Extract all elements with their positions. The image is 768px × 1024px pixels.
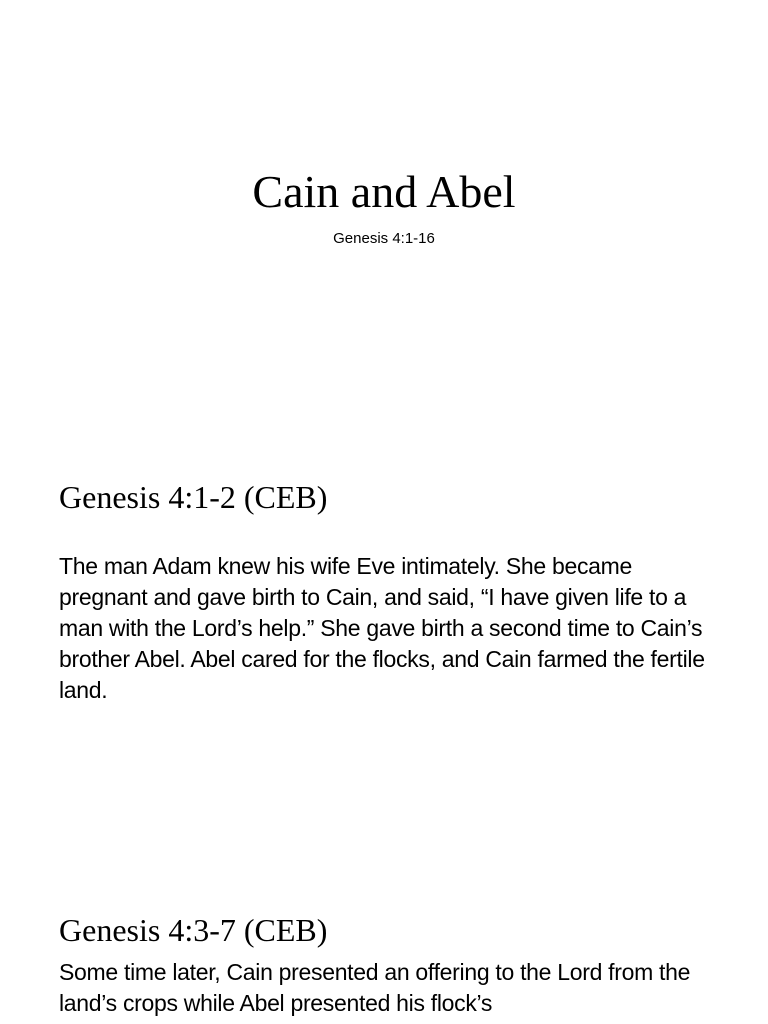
document-title: Cain and Abel [252, 166, 516, 217]
slide-genesis-4-1-2 [0, 432, 768, 864]
document-subtitle: Genesis 4:1-16 [333, 230, 435, 247]
slide-body-text: Some time later, Cain presented an offering to the Lord from the land’s crops while Abel presented his flock’s [59, 959, 691, 1016]
title-slide [0, 0, 768, 432]
slide-heading: Genesis 4:3-7 (CEB) [59, 912, 328, 948]
slide-genesis-4-3-7 [0, 864, 768, 1024]
slide-body-text: The man Adam knew his wife Eve intimately. She became pregnant and gave birth to Cain, and said, “I have given life to a man with the Lord’s help.” She gave birth a second time to Cain’s brother Abel. Abel cared for the flocks, and Cain farmed the fertile land. [59, 553, 705, 703]
slide-heading: Genesis 4:1-2 (CEB) [59, 479, 328, 515]
